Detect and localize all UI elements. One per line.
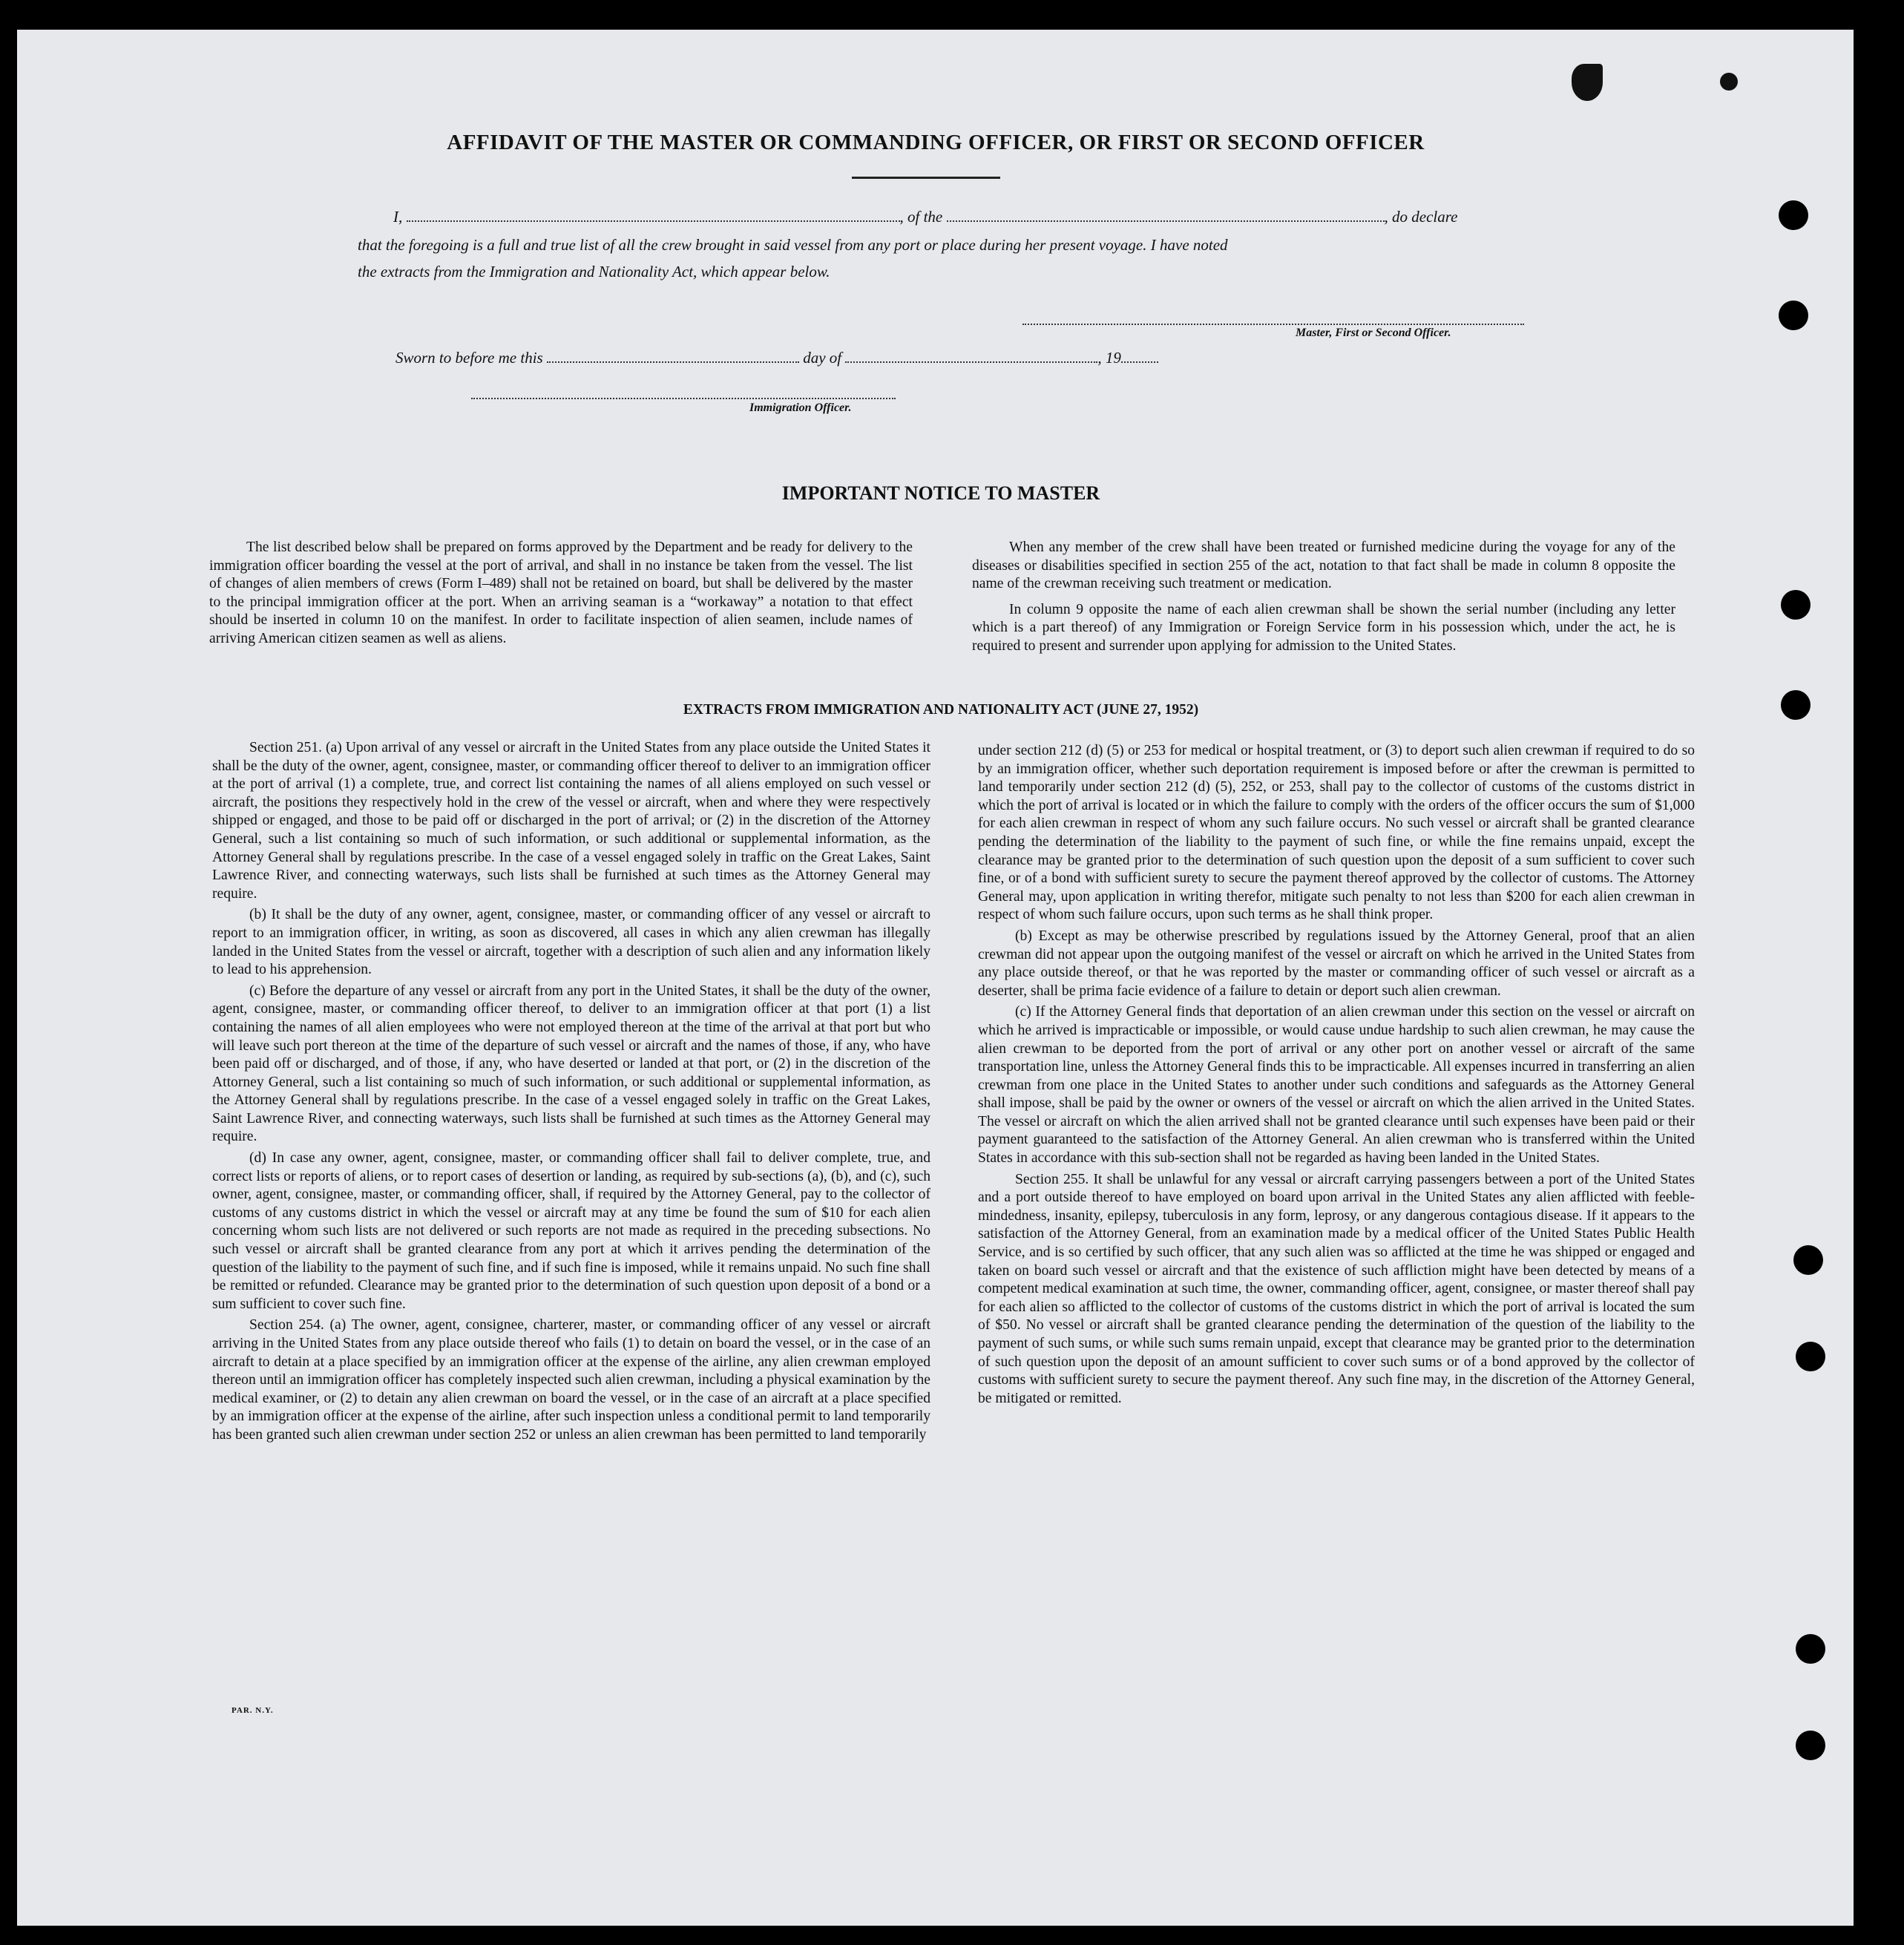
sworn-line [395, 349, 1158, 367]
punch-hole [1793, 1245, 1823, 1275]
section-251b-paragraph: (b) It shall be the duty of any owner, agent, consignee, master, or commanding officer of any vessel or aircraft to report to an immigration officer, in writing, as soon as discovered, all cases in which any alien crewman has illegally landed in the United States from the vessel or aircraft, together with a description of such alien and any information likely to lead to his apprehension. [212, 907, 930, 978]
extracts-title: EXTRACTS FROM IMMIGRATION AND NATIONALITY ACT (JUNE 27, 1952) [683, 702, 1199, 718]
declaration-prefix: I, [393, 208, 403, 226]
declaration-line-3: the extracts from the Immigration and Nationality Act, which appear below. [358, 263, 830, 281]
title-underline [852, 177, 1000, 179]
notice-right-paragraph: When any member of the crew shall have been treated or furnished medicine during the voyage for any of the diseases or disabilities specified in section 255 of the act, notation to that fact shall be made in column 8 opposite the name of the crewman receiving such treatment or medication. [972, 539, 1675, 592]
notice-right-paragraph: In column 9 opposite the name of each alien crewman shall be shown the serial number (including any letter which is a part thereof) of any Immigration or Foreign Service form in his possession which, under the act, he is required to present and surrender upon applying for admission to the United States. [972, 601, 1675, 654]
extracts-right-column [978, 742, 1695, 1411]
section-255-paragraph: Section 255. It shall be unlawful for any vessal or aircraft carrying passengers between a port of the United States and a port outside thereof to have employed on board upon arrival in the United States any alien afflicted with feeble-mindedness, insanity, epilepsy, tuberculosis in any form, leprosy, or any dangerous contagious disease. If it appears to the satisfaction of the Attorney General, from an examination made by a medical officer of the United States Public Health Service, and is so certified by such officer, that any such alien was so afflicted at the time he was shipped or engaged and taken on board such vessel or aircraft and that the existence of such affliction might have been detected by means of a competent medical examination at such time, the owner, commanding officer, agent, consignee, or master thereof shall pay for each alien so afflicted to the collector of customs of the customs district in which the port of arrival is located the sum of $50. No vessel or aircraft shall be granted clearance pending the determination of the question of the liability to the payment of such sums, or while such sums remain unpaid, except that clearance may be granted prior to the determination of such question upon the deposit of an amount sufficient to cover such sums or of a bond approved by the collector of customs with sufficient surety to secure the payment thereof. Any such fine may, in the discretion of the Attorney General, be mitigated or remitted. [978, 1171, 1695, 1406]
section-254a-paragraph: Section 254. (a) The owner, agent, consignee, charterer, master, or commanding officer of any vessel or aircraft arriving in the United States from any place outside thereof who fails (1) to detain on board the vessel, or in the case of an aircraft to detain at a place specified by an immigration officer at the expense of the airline, any alien crewman employed thereon until an immigration officer has completely inspected such alien crewman, including a physical examination by the medical examiner, or (2) to detain any alien crewman on board the vessel, or in the case of an aircraft at a place specified by an immigration officer at the expense of the airline, after such inspection unless a conditional permit to land temporarily has been granted such alien crewman under section 252 or unless an alien crewman has been permitted to land temporarily [212, 1317, 930, 1443]
notice-left-paragraph: The list described below shall be prepared on forms approved by the Department and be ready for delivery to the immigration officer boarding the vessel at the port of arrival, and shall in no instance be taken from the vessel. The list of changes of alien members of crews (Form I–489) shall not be retained on board, but shall be delivered by the master to the principal immigration officer at the port. When an arriving seaman is a “workaway” a notation to that effect should be inserted in column 10 on the manifest. In order to facilitate inspection of alien seamen, include names of arriving American citizen seamen as well as aliens. [209, 539, 913, 646]
immigration-officer-label: Immigration Officer. [749, 401, 852, 414]
of-the-label: , of the [899, 208, 943, 226]
punch-hole [1796, 1342, 1825, 1371]
section-254a-continued-paragraph: under section 212 (d) (5) or 253 for medical or hospital treatment, or (3) to deport such alien crewman if required to do so by an immigration officer, whether such deportation requirement is imposed before or after the crewman is permitted to land temporarily under section 212 (d) (5), 252, or 253, shall pay to the collector of customs of the customs district in which the port of arrival is located or in which the failure to comply with the orders of the officer occurs the sum of $1,000 for each alien crewman in respect of whom any such failure occurs. No such vessel or aircraft shall be granted clearance pending the determination of the liability to the payment of such fine, or while the fine remains unpaid, except the clearance may be granted prior to the determination of such question upon the deposit of a sum sufficient to cover such fine, or of a bond with sufficient surety to secure the payment thereof approved by the collector of customs. The Attorney General may, upon application in writing therefor, mitigate such penalty to not less than $200 for each alien crewman in respect of whom such failure occurs, upon such terms as he shall think proper. [978, 743, 1695, 923]
year-field[interactable] [1121, 361, 1158, 363]
declaration-line-2: that the foregoing is a full and true list of all the crew brought in said vessel from any port or place during her present voyage. I have noted [358, 236, 1228, 254]
punch-hole [1796, 1634, 1825, 1664]
section-251a-paragraph: Section 251. (a) Upon arrival of any vessel or aircraft in the United States from any place outside the United States it shall be the duty of the owner, agent, consignee, master, or commanding officer thereof to deliver to an immigration officer at the port of arrival (1) a complete, true, and correct list containing the names of all aliens employed on such vessel or aircraft, the positions they respectively hold in the crew of the vessel or aircraft, when and where they were respectively shipped or engaged, and those to be paid off or discharged in the port of arrival; or (2) in the discretion of the Attorney General, such a list containing so much of such information, or such additional or supplemental information, as the Attorney General shall by regulations prescribe. In the case of a vessel engaged solely in traffic on the Great Lakes, Saint Lawrence River, and connecting waterways, such lists shall be furnished at such times as the Attorney General may require. [212, 740, 930, 902]
form-print-code: PAR. N.Y. [232, 1706, 274, 1715]
sworn-prefix: Sworn to before me this [395, 349, 543, 367]
name-field[interactable] [407, 220, 900, 222]
day-field[interactable] [547, 361, 799, 363]
punch-hole [1781, 590, 1811, 620]
punch-hole [1779, 301, 1808, 330]
section-251d-paragraph: (d) In case any owner, agent, consignee, master, or commanding officer shall fail to deliver complete, true, and correct lists or reports of aliens, or to report cases of desertion or landing, as required by sub-sections (a), (b), and (c), such owner, agent, consignee, master, or commanding officer, shall, if required by the Attorney General, pay to the collector of customs of any customs district in which the vessel or aircraft may at any time be found the sum of $10 for each alien concerning whom such lists are not delivered or such reports are not made as required in the preceding subsections. No such vessel or aircraft shall be granted clearance from any port at which it arrives pending the determination of the question of the liability to the payment of such fine, and if such fine is imposed, while it remains unpaid. No such fine shall be remitted or refunded. Clearance may be granted prior to the determination of such question upon deposit of a bond or a sum sufficient to cover such fine. [212, 1150, 930, 1312]
year-prefix: , 19 [1097, 349, 1121, 367]
notice-left-column [209, 539, 913, 652]
master-signature-field[interactable] [1022, 324, 1524, 325]
immigration-officer-signature-field[interactable] [471, 398, 896, 399]
vessel-field[interactable] [947, 220, 1385, 222]
master-signature-label: Master, First or Second Officer. [1296, 327, 1451, 339]
section-254b-paragraph: (b) Except as may be otherwise prescribed by regulations issued by the Attorney General, proof that an alien crewman did not appear upon the outgoing manifest of the vessel or aircraft on which he arrived in the United States from any place outside thereof, or that he was reported by the master or commanding officer of such vessel or aircraft as a deserter, shall be prima facie evidence of a failure to detain or deport such alien crewman. [978, 928, 1695, 999]
do-declare-label: , do declare [1384, 208, 1458, 226]
declaration-line-1 [393, 208, 1457, 226]
section-254c-paragraph: (c) If the Attorney General finds that deportation of an alien crewman under this section on the vessel or aircraft on which he arrived is impracticable or impossible, or would cause undue hardship to such alien crewman, he may cause the alien crewman to be deported from the port of arrival or any other port on another vessel or aircraft of the same transportation line, unless the Attorney General finds this to be impracticable. All expenses incurred in transferring an alien crewman from one place in the United States to another under such conditions and safeguards as the Attorney General shall impose, shall be paid by the owner or owners of the vessel or aircraft on which the alien arrived in the United States. The vessel or aircraft on which the alien arrived shall not be granted clearance until such expenses have been paid or their payment guaranteed to the satisfaction of the Attorney General. An alien crewman who is transferred within the United States in accordance with this sub-section shall not be regarded as having been landed in the United States. [978, 1004, 1695, 1167]
extracts-left-column [212, 739, 930, 1448]
affidavit-title: AFFIDAVIT OF THE MASTER OR COMMANDING OFFICER, OR FIRST OR SECOND OFFICER [447, 131, 1425, 154]
month-field[interactable] [845, 361, 1097, 363]
punch-hole [1796, 1731, 1825, 1760]
ink-speck [1572, 64, 1603, 101]
ink-speck [1720, 73, 1738, 91]
punch-hole [1779, 200, 1808, 230]
notice-title: IMPORTANT NOTICE TO MASTER [781, 482, 1100, 504]
notice-right-column [972, 539, 1675, 659]
section-251c-paragraph: (c) Before the departure of any vessel or aircraft from any port in the United States, it shall be the duty of the owner, agent, consignee, master, or commanding officer thereof, to deliver to an immigration officer at that port (1) a list containing the names of all alien employees who were not employed thereon at the time of the arrival at that port but who will leave such port thereon at the time of the departure of such vessel or aircraft and the names of those, if any, who have been paid off or discharged, and of those, if any, who have deserted or landed at that port, or (2) in the discretion of the Attorney General, such a list containing so much of such information, or such additional or supplemental information, as the Attorney General shall by regulations prescribe. In the case of a vessel engaged solely in traffic on the Great Lakes, Saint Lawrence River, and connecting waterways, such lists shall be furnished at such times as the Attorney General may require. [212, 983, 930, 1145]
day-of-label: day of [803, 349, 842, 367]
